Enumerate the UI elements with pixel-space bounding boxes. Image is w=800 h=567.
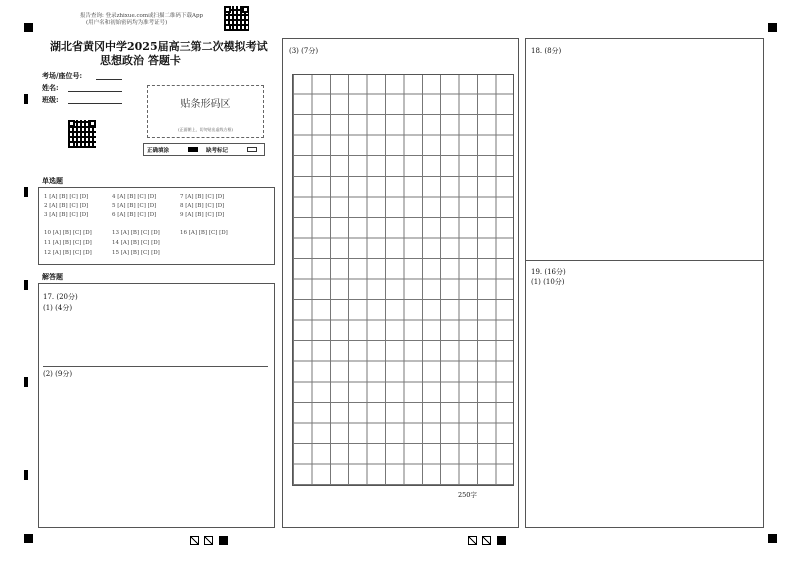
- student-qr-code: [68, 120, 96, 148]
- q19-1-label: (1) (10分): [531, 278, 565, 286]
- login-note: (用户名和初始密码均为准考证号): [86, 20, 168, 26]
- correct-fill-label: 正确填涂: [147, 148, 170, 154]
- q17-2-label: (2) (9分): [43, 370, 73, 378]
- mcq-item[interactable]: 11 [A] [B] [C] [D]: [44, 240, 92, 246]
- mcq-item[interactable]: 15 [A] [B] [C] [D]: [112, 250, 160, 256]
- mcq-item[interactable]: 3 [A] [B] [C] [D]: [44, 212, 89, 218]
- hatched-mark: [190, 536, 199, 545]
- q17-3-label: (3) (7分): [289, 47, 319, 55]
- exam-title: 湖北省黄冈中学2025届高三第二次模拟考试: [50, 40, 268, 53]
- q18-label: 18. (8分): [531, 47, 562, 55]
- mcq-item[interactable]: 10 [A] [B] [C] [D]: [44, 230, 92, 236]
- corner-mark: [24, 534, 33, 543]
- q17-answer-box[interactable]: [38, 283, 275, 528]
- name-label: 姓名:: [42, 83, 59, 92]
- mcq-item[interactable]: 5 [A] [B] [C] [D]: [112, 203, 157, 209]
- filled-mark-sample: [188, 147, 198, 152]
- absent-mark-box[interactable]: [247, 147, 257, 152]
- mcq-item[interactable]: 16 [A] [B] [C] [D]: [180, 230, 228, 236]
- divider: [43, 366, 268, 367]
- divider: [526, 260, 763, 261]
- seat-label: 考场/座位号:: [42, 71, 83, 80]
- mcq-item[interactable]: 1 [A] [B] [C] [D]: [44, 194, 89, 200]
- timing-mark: [24, 187, 28, 197]
- mcq-item[interactable]: 12 [A] [B] [C] [D]: [44, 250, 92, 256]
- hatched-mark: [482, 536, 491, 545]
- q17-label: 17. (20分): [43, 293, 78, 301]
- timing-mark: [24, 470, 28, 480]
- mcq-item[interactable]: 9 [A] [B] [C] [D]: [180, 212, 225, 218]
- fill-legend: [143, 143, 265, 156]
- mcq-section-title: 单选题: [42, 176, 63, 185]
- app-qr-code: [224, 6, 249, 31]
- mcq-item[interactable]: 8 [A] [B] [C] [D]: [180, 203, 225, 209]
- mcq-item[interactable]: 7 [A] [B] [C] [D]: [180, 194, 225, 200]
- report-query-note: 报告查询: 登录zhixue.com或扫描二维码下载App: [80, 13, 204, 19]
- mcq-item[interactable]: 13 [A] [B] [C] [D]: [112, 230, 160, 236]
- mcq-item[interactable]: 6 [A] [B] [C] [D]: [112, 212, 157, 218]
- barcode-note: (正面朝上，切勿贴出虚线方框): [177, 127, 234, 132]
- hatched-mark: [468, 536, 477, 545]
- timing-mark: [24, 377, 28, 387]
- composition-grid[interactable]: [292, 74, 514, 486]
- q17-1-label: (1) (4分): [43, 304, 73, 312]
- barcode-title: 贴条形码区: [180, 99, 231, 110]
- class-label: 班级:: [42, 95, 59, 104]
- exam-subject: 思想政治 答题卡: [100, 54, 181, 67]
- absent-mark-label: 缺考标记: [206, 148, 229, 154]
- hatched-mark: [204, 536, 213, 545]
- timing-mark: [24, 94, 28, 104]
- mcq-item[interactable]: 14 [A] [B] [C] [D]: [112, 240, 160, 246]
- q19-label: 19. (16分): [531, 268, 566, 276]
- corner-mark: [24, 23, 33, 32]
- barcode-area: [147, 85, 264, 138]
- answers-section-title: 解答题: [42, 272, 63, 281]
- corner-mark: [768, 23, 777, 32]
- mcq-item[interactable]: 4 [A] [B] [C] [D]: [112, 194, 157, 200]
- class-field[interactable]: [68, 103, 122, 104]
- timing-mark: [24, 280, 28, 290]
- word-count-label: 250字: [458, 491, 477, 499]
- mcq-item[interactable]: 2 [A] [B] [C] [D]: [44, 203, 89, 209]
- corner-mark: [768, 534, 777, 543]
- name-field[interactable]: [68, 91, 122, 92]
- page-mark: [219, 536, 228, 545]
- q18-q19-answer-box[interactable]: [525, 38, 764, 528]
- page-mark: [497, 536, 506, 545]
- seat-field[interactable]: [96, 79, 122, 80]
